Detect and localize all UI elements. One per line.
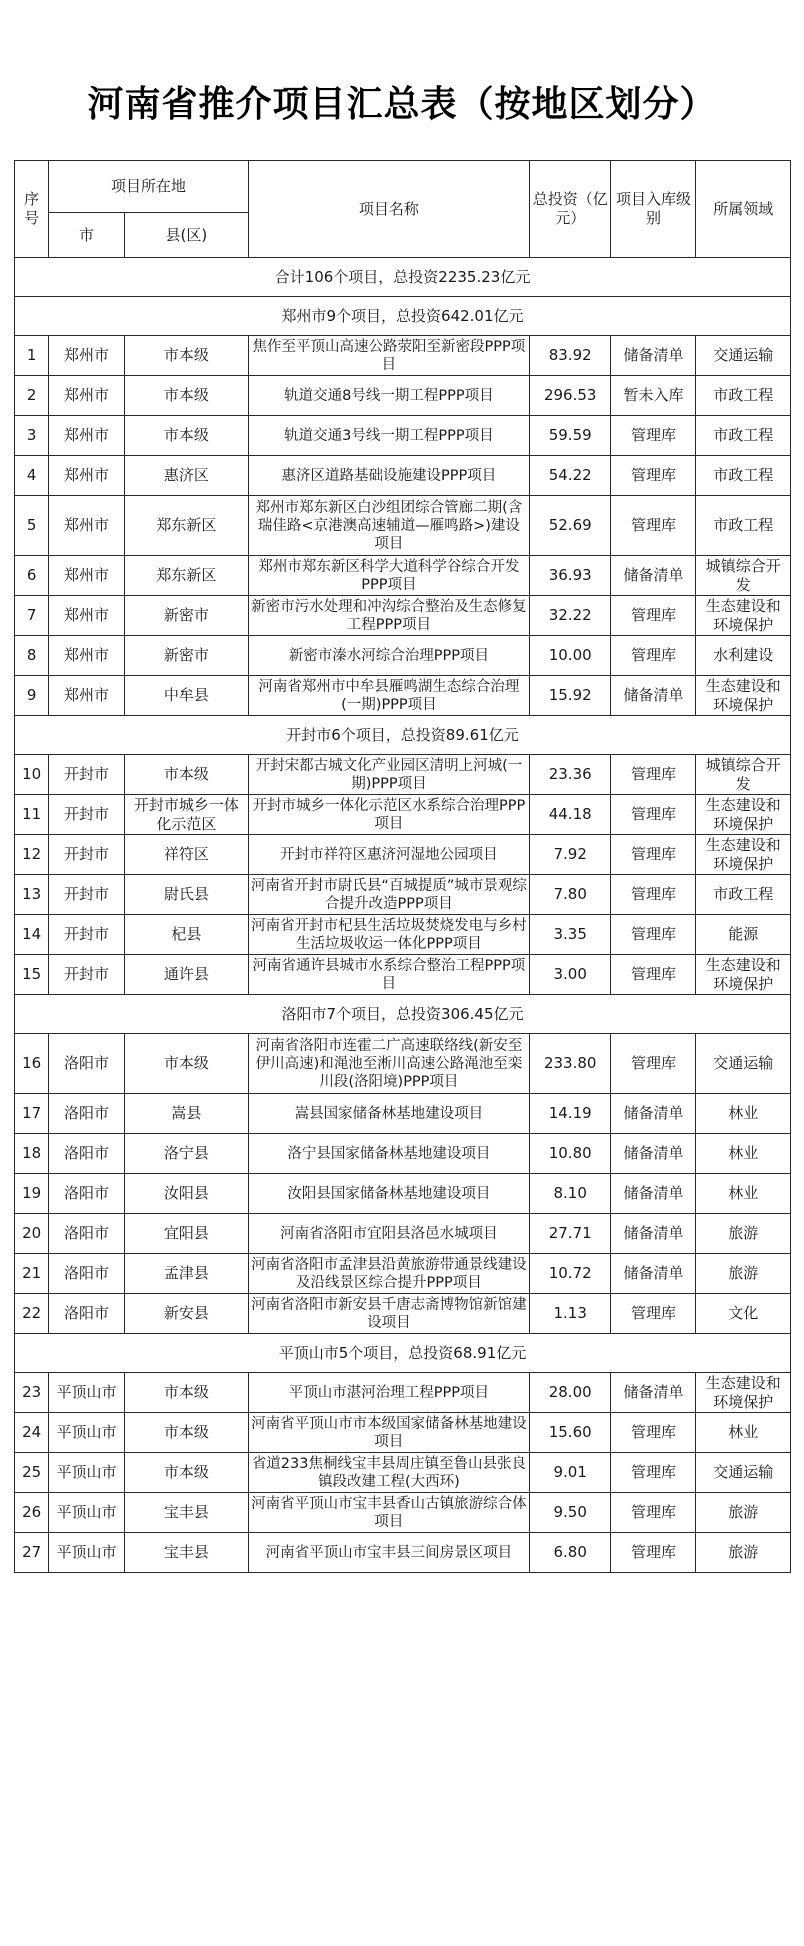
cell-seq: 8 [15, 636, 49, 676]
cell-level: 管理库 [611, 1034, 696, 1094]
cell-level: 储备清单 [611, 1134, 696, 1174]
cell-city: 平顶山市 [49, 1493, 125, 1533]
cell-seq: 3 [15, 416, 49, 456]
group-summary-row: 开封市6个项目，总投资89.61亿元 [15, 716, 791, 755]
cell-field: 生态建设和环境保护 [696, 835, 791, 875]
cell-project-name: 河南省洛阳市新安县千唐志斋博物馆新馆建设项目 [248, 1294, 529, 1334]
cell-seq: 24 [15, 1413, 49, 1453]
cell-level: 暂未入库 [611, 376, 696, 416]
cell-investment: 54.22 [529, 456, 610, 496]
cell-field: 交通运输 [696, 336, 791, 376]
cell-level: 储备清单 [611, 336, 696, 376]
header-seq: 序号 [15, 161, 49, 258]
table-row [15, 1134, 791, 1174]
cell-investment: 32.22 [529, 596, 610, 636]
table-row [15, 1174, 791, 1214]
cell-field: 水利建设 [696, 636, 791, 676]
cell-field: 市政工程 [696, 416, 791, 456]
cell-project-name: 河南省洛阳市孟津县沿黄旅游带通景线建设及沿线景区综合提升PPP项目 [248, 1254, 529, 1294]
total-summary-row: 合计106个项目，总投资2235.23亿元 [15, 258, 791, 297]
cell-field: 城镇综合开发 [696, 755, 791, 795]
cell-investment: 9.01 [529, 1453, 610, 1493]
cell-level: 管理库 [611, 915, 696, 955]
cell-county: 中牟县 [124, 676, 248, 716]
table-row [15, 456, 791, 496]
cell-level: 管理库 [611, 416, 696, 456]
cell-project-name: 河南省洛阳市宜阳县洛邑水城项目 [248, 1214, 529, 1254]
cell-investment: 28.00 [529, 1373, 610, 1413]
cell-seq: 19 [15, 1174, 49, 1214]
cell-field: 生态建设和环境保护 [696, 1373, 791, 1413]
cell-investment: 14.19 [529, 1094, 610, 1134]
cell-level: 储备清单 [611, 1174, 696, 1214]
table-row [15, 1254, 791, 1294]
cell-level: 管理库 [611, 456, 696, 496]
cell-level: 管理库 [611, 1493, 696, 1533]
cell-county: 市本级 [124, 1413, 248, 1453]
cell-project-name: 新密市污水处理和冲沟综合整治及生态修复工程PPP项目 [248, 596, 529, 636]
cell-county: 宜阳县 [124, 1214, 248, 1254]
cell-project-name: 河南省开封市尉氏县“百城提质”城市景观综合提升改造PPP项目 [248, 875, 529, 915]
cell-county: 市本级 [124, 376, 248, 416]
table-row [15, 676, 791, 716]
cell-project-name: 开封市祥符区惠济河湿地公园项目 [248, 835, 529, 875]
cell-county: 宝丰县 [124, 1493, 248, 1533]
cell-project-name: 河南省平顶山市宝丰县三间房景区项目 [248, 1533, 529, 1573]
table-row [15, 1413, 791, 1453]
page-title: 河南省推介项目汇总表（按地区划分） [87, 84, 717, 125]
cell-seq: 4 [15, 456, 49, 496]
cell-level: 储备清单 [611, 1214, 696, 1254]
cell-project-name: 开封市城乡一体化示范区水系综合治理PPP项目 [248, 795, 529, 835]
cell-county: 祥符区 [124, 835, 248, 875]
cell-project-name: 新密市溱水河综合治理PPP项目 [248, 636, 529, 676]
cell-field: 林业 [696, 1134, 791, 1174]
cell-investment: 10.72 [529, 1254, 610, 1294]
cell-city: 郑州市 [49, 636, 125, 676]
cell-level: 管理库 [611, 955, 696, 995]
cell-investment: 9.50 [529, 1493, 610, 1533]
header-county: 县(区) [124, 213, 248, 258]
cell-county: 新密市 [124, 596, 248, 636]
cell-field: 林业 [696, 1174, 791, 1214]
cell-project-name: 洛宁县国家储备林基地建设项目 [248, 1134, 529, 1174]
cell-investment: 23.36 [529, 755, 610, 795]
cell-county: 通许县 [124, 955, 248, 995]
cell-field: 城镇综合开发 [696, 556, 791, 596]
cell-project-name: 河南省郑州市中牟县雁鸣湖生态综合治理(一期)PPP项目 [248, 676, 529, 716]
cell-city: 开封市 [49, 795, 125, 835]
table-row [15, 376, 791, 416]
cell-seq: 25 [15, 1453, 49, 1493]
cell-county: 新密市 [124, 636, 248, 676]
cell-level: 管理库 [611, 875, 696, 915]
cell-project-name: 河南省洛阳市连霍二广高速联络线(新安至伊川高速)和渑池至淅川高速公路渑池至栾川段(洛阳境)PPP项目 [248, 1034, 529, 1094]
cell-field: 生态建设和环境保护 [696, 955, 791, 995]
cell-investment: 83.92 [529, 336, 610, 376]
cell-field: 旅游 [696, 1254, 791, 1294]
cell-city: 洛阳市 [49, 1174, 125, 1214]
cell-investment: 3.00 [529, 955, 610, 995]
table-row [15, 875, 791, 915]
cell-level: 管理库 [611, 1413, 696, 1453]
cell-city: 郑州市 [49, 556, 125, 596]
cell-county: 市本级 [124, 416, 248, 456]
cell-city: 开封市 [49, 915, 125, 955]
cell-project-name: 轨道交通8号线一期工程PPP项目 [248, 376, 529, 416]
cell-project-name: 汝阳县国家储备林基地建设项目 [248, 1174, 529, 1214]
cell-level: 管理库 [611, 755, 696, 795]
cell-investment: 296.53 [529, 376, 610, 416]
cell-level: 管理库 [611, 835, 696, 875]
cell-investment: 15.60 [529, 1413, 610, 1453]
cell-project-name: 河南省平顶山市宝丰县香山古镇旅游综合体项目 [248, 1493, 529, 1533]
cell-city: 开封市 [49, 875, 125, 915]
cell-field: 林业 [696, 1094, 791, 1134]
group-summary-row: 平顶山市5个项目，总投资68.91亿元 [15, 1334, 791, 1373]
cell-county: 尉氏县 [124, 875, 248, 915]
cell-county: 孟津县 [124, 1254, 248, 1294]
cell-investment: 233.80 [529, 1034, 610, 1094]
cell-county: 新安县 [124, 1294, 248, 1334]
cell-field: 旅游 [696, 1533, 791, 1573]
cell-city: 平顶山市 [49, 1533, 125, 1573]
header-project-name: 项目名称 [248, 161, 529, 258]
table-row [15, 955, 791, 995]
cell-project-name: 河南省通许县城市水系综合整治工程PPP项目 [248, 955, 529, 995]
cell-county: 郑东新区 [124, 556, 248, 596]
cell-level: 管理库 [611, 1533, 696, 1573]
cell-county: 嵩县 [124, 1094, 248, 1134]
cell-level: 储备清单 [611, 1254, 696, 1294]
cell-level: 管理库 [611, 1294, 696, 1334]
cell-city: 平顶山市 [49, 1413, 125, 1453]
cell-investment: 15.92 [529, 676, 610, 716]
cell-seq: 6 [15, 556, 49, 596]
cell-county: 宝丰县 [124, 1533, 248, 1573]
cell-seq: 7 [15, 596, 49, 636]
cell-project-name: 焦作至平顶山高速公路荥阳至新密段PPP项目 [248, 336, 529, 376]
cell-level: 管理库 [611, 636, 696, 676]
cell-project-name: 轨道交通3号线一期工程PPP项目 [248, 416, 529, 456]
cell-seq: 22 [15, 1294, 49, 1334]
table-row [15, 755, 791, 795]
cell-city: 郑州市 [49, 416, 125, 456]
cell-city: 郑州市 [49, 596, 125, 636]
cell-field: 生态建设和环境保护 [696, 795, 791, 835]
cell-project-name: 嵩县国家储备林基地建设项目 [248, 1094, 529, 1134]
cell-seq: 2 [15, 376, 49, 416]
cell-county: 郑东新区 [124, 496, 248, 556]
cell-seq: 11 [15, 795, 49, 835]
header-city: 市 [49, 213, 125, 258]
group-summary-row: 郑州市9个项目，总投资642.01亿元 [15, 297, 791, 336]
cell-project-name: 省道233焦桐线宝丰县周庄镇至鲁山县张良镇段改建工程(大西环) [248, 1453, 529, 1493]
cell-city: 洛阳市 [49, 1134, 125, 1174]
cell-city: 郑州市 [49, 676, 125, 716]
table-row [15, 636, 791, 676]
table-row [15, 596, 791, 636]
cell-project-name: 郑州市郑东新区白沙组团综合管廊二期(含瑞佳路<京港澳高速辅道—雁鸣路>)建设项目 [248, 496, 529, 556]
cell-seq: 21 [15, 1254, 49, 1294]
cell-level: 储备清单 [611, 556, 696, 596]
header-location: 项目所在地 [49, 161, 249, 213]
cell-investment: 36.93 [529, 556, 610, 596]
cell-county: 杞县 [124, 915, 248, 955]
cell-project-name: 惠济区道路基础设施建设PPP项目 [248, 456, 529, 496]
cell-seq: 18 [15, 1134, 49, 1174]
cell-investment: 6.80 [529, 1533, 610, 1573]
cell-seq: 26 [15, 1493, 49, 1533]
cell-field: 能源 [696, 915, 791, 955]
cell-investment: 7.92 [529, 835, 610, 875]
cell-investment: 59.59 [529, 416, 610, 456]
cell-county: 惠济区 [124, 456, 248, 496]
cell-investment: 8.10 [529, 1174, 610, 1214]
cell-project-name: 郑州市郑东新区科学大道科学谷综合开发PPP项目 [248, 556, 529, 596]
cell-project-name: 平顶山市湛河治理工程PPP项目 [248, 1373, 529, 1413]
table-row [15, 336, 791, 376]
cell-city: 郑州市 [49, 496, 125, 556]
cell-investment: 52.69 [529, 496, 610, 556]
cell-level: 管理库 [611, 496, 696, 556]
table-row [15, 1034, 791, 1094]
table-row [15, 795, 791, 835]
cell-field: 市政工程 [696, 496, 791, 556]
table-row [15, 1533, 791, 1573]
cell-county: 市本级 [124, 1373, 248, 1413]
cell-level: 储备清单 [611, 676, 696, 716]
header-level: 项目入库级别 [611, 161, 696, 258]
cell-field: 旅游 [696, 1214, 791, 1254]
table-row [15, 915, 791, 955]
cell-county: 市本级 [124, 336, 248, 376]
cell-county: 汝阳县 [124, 1174, 248, 1214]
cell-city: 郑州市 [49, 336, 125, 376]
cell-city: 洛阳市 [49, 1094, 125, 1134]
cell-seq: 14 [15, 915, 49, 955]
cell-county: 市本级 [124, 755, 248, 795]
table-row [15, 416, 791, 456]
cell-seq: 27 [15, 1533, 49, 1573]
cell-field: 生态建设和环境保护 [696, 676, 791, 716]
cell-city: 郑州市 [49, 456, 125, 496]
cell-county: 市本级 [124, 1034, 248, 1094]
cell-project-name: 河南省开封市杞县生活垃圾焚烧发电与乡村生活垃圾收运一体化PPP项目 [248, 915, 529, 955]
cell-field: 林业 [696, 1413, 791, 1453]
projects-table [14, 160, 791, 1573]
group-summary-row: 洛阳市7个项目，总投资306.45亿元 [15, 995, 791, 1034]
header-investment: 总投资（亿元） [529, 161, 610, 258]
table-row [15, 496, 791, 556]
cell-field: 文化 [696, 1294, 791, 1334]
cell-field: 旅游 [696, 1493, 791, 1533]
table-row [15, 1214, 791, 1254]
table-row [15, 1094, 791, 1134]
cell-level: 管理库 [611, 795, 696, 835]
cell-seq: 13 [15, 875, 49, 915]
cell-seq: 5 [15, 496, 49, 556]
cell-city: 开封市 [49, 835, 125, 875]
cell-level: 储备清单 [611, 1094, 696, 1134]
cell-investment: 27.71 [529, 1214, 610, 1254]
cell-field: 交通运输 [696, 1034, 791, 1094]
cell-county: 市本级 [124, 1453, 248, 1493]
cell-project-name: 河南省平顶山市市本级国家储备林基地建设项目 [248, 1413, 529, 1453]
cell-investment: 3.35 [529, 915, 610, 955]
cell-level: 管理库 [611, 1453, 696, 1493]
cell-seq: 12 [15, 835, 49, 875]
cell-investment: 10.80 [529, 1134, 610, 1174]
cell-county: 开封市城乡一体化示范区 [124, 795, 248, 835]
cell-city: 郑州市 [49, 376, 125, 416]
cell-seq: 15 [15, 955, 49, 995]
cell-seq: 23 [15, 1373, 49, 1413]
cell-city: 平顶山市 [49, 1453, 125, 1493]
table-row [15, 835, 791, 875]
cell-city: 洛阳市 [49, 1214, 125, 1254]
header-field: 所属领域 [696, 161, 791, 258]
cell-seq: 20 [15, 1214, 49, 1254]
cell-investment: 44.18 [529, 795, 610, 835]
cell-field: 交通运输 [696, 1453, 791, 1493]
cell-field: 市政工程 [696, 875, 791, 915]
table-row [15, 556, 791, 596]
cell-seq: 1 [15, 336, 49, 376]
table-row [15, 1453, 791, 1493]
table-row [15, 1294, 791, 1334]
cell-level: 管理库 [611, 596, 696, 636]
cell-investment: 10.00 [529, 636, 610, 676]
cell-field: 市政工程 [696, 456, 791, 496]
cell-seq: 10 [15, 755, 49, 795]
cell-city: 洛阳市 [49, 1294, 125, 1334]
cell-city: 洛阳市 [49, 1034, 125, 1094]
table-row [15, 1493, 791, 1533]
cell-city: 开封市 [49, 955, 125, 995]
cell-project-name: 开封宋都古城文化产业园区清明上河城(一期)PPP项目 [248, 755, 529, 795]
cell-city: 洛阳市 [49, 1254, 125, 1294]
cell-field: 生态建设和环境保护 [696, 596, 791, 636]
cell-city: 开封市 [49, 755, 125, 795]
cell-county: 洛宁县 [124, 1134, 248, 1174]
cell-investment: 7.80 [529, 875, 610, 915]
cell-seq: 9 [15, 676, 49, 716]
table-row [15, 1373, 791, 1413]
cell-field: 市政工程 [696, 376, 791, 416]
cell-investment: 1.13 [529, 1294, 610, 1334]
cell-seq: 17 [15, 1094, 49, 1134]
cell-seq: 16 [15, 1034, 49, 1094]
cell-level: 储备清单 [611, 1373, 696, 1413]
cell-city: 平顶山市 [49, 1373, 125, 1413]
